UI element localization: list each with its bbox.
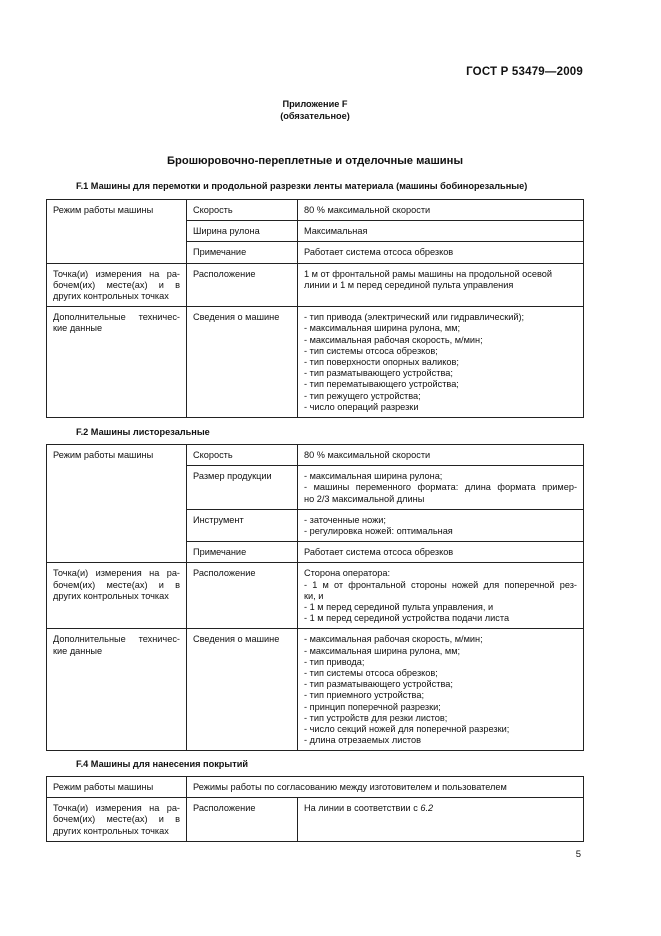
machine-info-list: - тип привода (электрический или гидравлический); - максимальная ширина рулона, мм; - максимальная рабочая скорость, м/мин; - тип системы отсоса обрезков; - тип поверхности опорных валиков; - тип разматывающего устройства; - тип перематывающего устройства; - тип режущего устройства; - число операций разрезки [298, 307, 584, 418]
roll-width-label: Ширина рулона [187, 221, 298, 242]
table-row [47, 307, 584, 418]
measurement-points-label: Точка(и) измерения на ра- бочем(их) месте(ах) и в других контрольных точках [47, 263, 187, 307]
product-size-label: Размер продукции [187, 466, 298, 510]
annex-heading [0, 99, 630, 122]
location-label: Расположение [187, 798, 298, 842]
table-f2 [46, 444, 584, 751]
location-label: Расположение [187, 563, 298, 629]
speed-value: 80 % максимальной скорости [298, 200, 584, 221]
section-heading-f2: F.2 Машины листорезальные [76, 427, 210, 437]
table-row [47, 629, 584, 751]
mode-label: Режим работы машины [47, 445, 187, 563]
extra-data-label: Дополнительные техничес- кие данные [47, 307, 187, 418]
note-value: Работает система отсоса обрезков [298, 542, 584, 563]
measurement-points-label: Точка(и) измерения на ра- бочем(их) месте(ах) и в других контрольных точках [47, 563, 187, 629]
machine-info-label: Сведения о машине [187, 629, 298, 751]
mode-label: Режим работы машины [47, 777, 187, 798]
section-heading-f4: F.4 Машины для нанесения покрытий [76, 759, 249, 769]
table-row [47, 798, 584, 842]
roll-width-value: Максимальная [298, 221, 584, 242]
location-list: Сторона оператора: - 1 м от фронтальной стороны ножей для поперечной рез- ки, и - 1 м перед серединой пульта управления, и - 1 м перед серединой устройства подачи листа [298, 563, 584, 629]
location-value: На линии в соответствии с 6.2 [298, 798, 584, 842]
mode-label: Режим работы машины [47, 200, 187, 264]
table-row [47, 200, 584, 221]
machine-info-label: Сведения о машине [187, 307, 298, 418]
page-number: 5 [575, 849, 581, 860]
document-title: Брошюровочно-переплетные и отделочные машины [166, 155, 463, 167]
speed-label: Скорость [187, 200, 298, 221]
machine-info-list: - максимальная рабочая скорость, м/мин; - максимальная ширина рулона, мм; - тип привода; - тип системы отсоса обрезков; - тип разматывающего устройства; - тип приемного устройства; - принцип поперечной разрезки; - тип устройств для резки листов; - число секций ножей для поперечной разрезки; - длина отрезаемых листов [298, 629, 584, 751]
annex-title: Приложение F [282, 99, 348, 109]
tool-list: - заточенные ножи; - регулировка ножей: оптимальная [298, 509, 584, 541]
clause-reference: 6.2 [420, 803, 434, 814]
table-f4 [46, 776, 584, 842]
speed-label: Скорость [187, 445, 298, 466]
location-label: Расположение [187, 263, 298, 307]
extra-data-label: Дополнительные техничес- кие данные [47, 629, 187, 751]
mode-value: Режимы работы по согласованию между изготовителем и пользователем [187, 777, 584, 798]
note-label: Примечание [187, 542, 298, 563]
tool-label: Инструмент [187, 509, 298, 541]
note-label: Примечание [187, 242, 298, 263]
table-f1 [46, 199, 584, 418]
speed-value: 80 % максимальной скорости [298, 445, 584, 466]
table-row [47, 563, 584, 629]
product-size-list: - максимальная ширина рулона; - машины переменного формата: длина формата пример- но 2/3 максимальной длины [298, 466, 584, 510]
standard-number: ГОСТ Р 53479—2009 [466, 66, 583, 78]
note-value: Работает система отсоса обрезков [298, 242, 584, 263]
location-value: 1 м от фронтальной рамы машины на продольной осевой линии и 1 м перед серединой пульта управления [298, 263, 584, 307]
table-row [47, 263, 584, 307]
annex-subtitle: (обязательное) [280, 110, 350, 121]
table-row [47, 777, 584, 798]
table-row [47, 445, 584, 466]
measurement-points-label: Точка(и) измерения на ра- бочем(их) месте(ах) и в других контрольных точках [47, 798, 187, 842]
section-heading-f1: F.1 Машины для перемотки и продольной разрезки ленты материала (машины бобинорезальные) [76, 181, 528, 191]
